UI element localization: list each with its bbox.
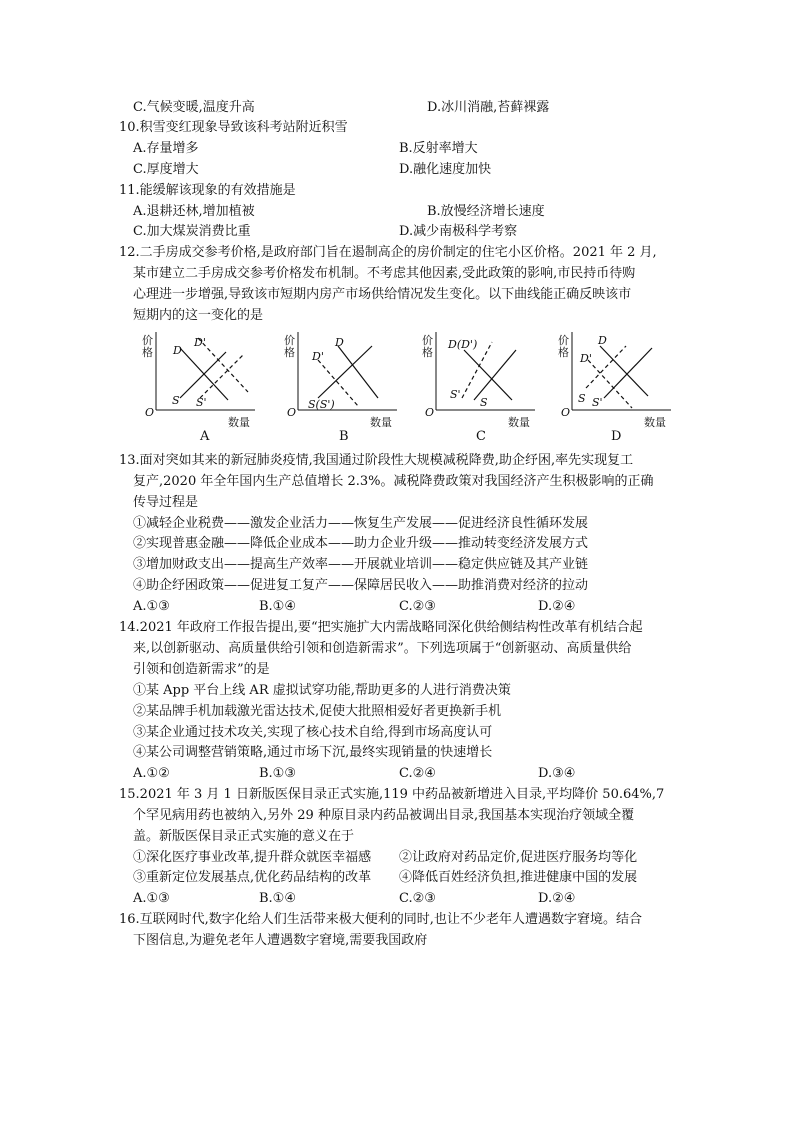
q14-line: 14.2021 年政府工作报告提出,要“把实施扩大内需战略同深化供给侧结构性改革有机结合起 xyxy=(119,620,643,635)
q13-line: 传导过程是 xyxy=(133,495,199,510)
q15-option: B.①④ xyxy=(259,891,296,906)
q15-option: D.②④ xyxy=(538,891,576,906)
q13-item: ④助企纾困政策——促进复工复产——保障居民收入——助推消费对经济的拉动 xyxy=(133,578,589,593)
q10-option-c: C.厚度增大 xyxy=(133,162,199,177)
graph-c-label: S' xyxy=(450,388,461,401)
q12-line: 心理进一步增强,导致该市短期内房产市场供给情况发生变化。以下曲线能正确反映该市 xyxy=(133,287,632,302)
graph-a-origin: O xyxy=(145,406,155,419)
q13-item: ①减轻企业税费——激发企业活力——恢复生产发展——促进经济良性循环发展 xyxy=(133,516,589,531)
graph-a-caption: A xyxy=(200,429,210,444)
graph-a-label: D' xyxy=(194,336,206,349)
graph-d-label: D xyxy=(598,334,607,347)
graph-b-label: D xyxy=(335,336,344,349)
q11-option-a: A.退耕还林,增加植被 xyxy=(133,204,255,219)
graph-c-curve-s xyxy=(474,350,516,400)
graph-d-label: S' xyxy=(592,396,603,409)
graph-c-curve-d xyxy=(464,350,512,400)
q10-option-d: D.融化速度加快 xyxy=(399,162,492,177)
graph-a-label: S' xyxy=(196,396,207,409)
q14-option: C.②④ xyxy=(399,766,436,781)
q12-line: 某市建立二手房成交参考价格发布机制。不考虑其他因素,受此政策的影响,市民持币待购 xyxy=(133,266,636,281)
graph-c-label: D(D') xyxy=(448,338,478,351)
graph-c-y-label: 价 xyxy=(422,334,433,347)
graph-b-curve-d xyxy=(338,346,378,398)
y-axis-label-char: 格 xyxy=(284,346,295,359)
q15-option: C.②③ xyxy=(399,891,436,906)
q9-option-c: C.气候变暖,温度升高 xyxy=(133,100,255,115)
graph-c xyxy=(420,330,550,430)
q10-stem: 10.积雪变红现象导致该科考站附近积雪 xyxy=(119,120,348,135)
graph-d-curve-s xyxy=(604,348,652,398)
q11-stem: 11.能缓解该现象的有效措施是 xyxy=(119,183,296,198)
graph-a-label: D xyxy=(173,344,182,357)
q9-option-d: D.冰川消融,苔藓裸露 xyxy=(427,100,550,115)
graph-b xyxy=(282,330,412,430)
y-axis-label-char: 格 xyxy=(422,346,433,359)
graph-b-x-label: 数量 xyxy=(370,416,392,429)
q14-option: D.③④ xyxy=(538,766,576,781)
y-axis-label-char: 格 xyxy=(142,346,153,359)
q12-line: 12.二手房成交参考价格,是政府部门旨在遏制高企的房价制定的住宅小区价格。2021 年 2 月, xyxy=(119,245,657,260)
q16-line: 下图信息,为避免老年人遭遇数字窘境,需要我国政府 xyxy=(133,933,428,948)
graph-d-caption: D xyxy=(611,429,622,444)
q13-option: C.②③ xyxy=(399,599,436,614)
q10-option-a: A.存量增多 xyxy=(133,141,199,156)
graph-d-origin: O xyxy=(561,406,571,419)
q15-line: 个罕见病用药也被纳入,另外 29 种原目录内药品被调出目录,我国基本实现治疗领域全覆 xyxy=(133,808,635,823)
q13-item: ②实现普惠金融——降低企业成本——助力企业升级——推动转变经济发展方式 xyxy=(133,536,589,551)
q15-line: 15.2021 年 3 月 1 日新版医保目录正式实施,119 中药品被新增进入目录,平均降价 50.64%,7 xyxy=(119,787,665,802)
graph-b-label: S(S') xyxy=(308,398,335,411)
q14-line: 来,以创新驱动、高质量供给引领和创造新需求”。下列选项属于“创新驱动、高质量供给 xyxy=(133,641,632,656)
graph-c-caption: C xyxy=(476,429,486,444)
q14-option: B.①③ xyxy=(259,766,296,781)
q16-line: 16.互联网时代,数字化给人们生活带来极大便利的同时,也让不少老年人遭遇数字窘境。结合 xyxy=(119,912,642,927)
graph-b-origin: O xyxy=(287,406,297,419)
q11-option-b: B.放慢经济增长速度 xyxy=(427,204,545,219)
y-axis-label-char: 格 xyxy=(558,346,569,359)
graph-a-label: S xyxy=(172,394,180,407)
q11-option-d: D.减少南极科学考察 xyxy=(399,224,518,239)
q13-item: ③增加财政支出——提高生产效率——开展就业培训——稳定供应链及其产业链 xyxy=(133,557,589,572)
q14-item: ③某企业通过技术攻关,实现了核心技术自给,得到市场高度认可 xyxy=(133,725,493,740)
q13-line: 复产,2020 年全年国内生产总值增长 2.3%。减税降费政策对我国经济产生积极影响的正确 xyxy=(133,474,654,489)
q15-item: ①深化医疗事业改革,提升群众就医幸福感 xyxy=(133,850,372,865)
q14-line: 引领和创造新需求”的是 xyxy=(133,662,270,677)
graph-d-x-label: 数量 xyxy=(644,416,666,429)
q13-option: B.①④ xyxy=(259,599,296,614)
q13-line: 13.面对突如其来的新冠肺炎疫情,我国通过阶段性大规模减税降费,助企纾困,率先实现复工 xyxy=(119,453,634,468)
graph-c-x-label: 数量 xyxy=(508,416,530,429)
q14-item: ①某 App 平台上线 AR 虚拟试穿功能,帮助更多的人进行消费决策 xyxy=(133,683,511,698)
graph-b-label: D' xyxy=(312,350,324,363)
q14-item: ④某公司调整营销策略,通过市场下沉,最终实现销量的快速增长 xyxy=(133,745,493,760)
graph-d xyxy=(556,330,686,430)
q15-option: A.①③ xyxy=(133,891,170,906)
graph-d-label: S xyxy=(578,392,586,405)
q14-item: ②某品牌手机加载激光雷达技术,促使大批照相爱好者更换新手机 xyxy=(133,704,502,719)
q11-option-c: C.加大煤炭消费比重 xyxy=(133,224,251,239)
q15-item: ②让政府对药品定价,促进医疗服务均等化 xyxy=(399,850,638,865)
graph-d-label: D' xyxy=(580,352,592,365)
q13-option: A.①③ xyxy=(133,599,170,614)
graph-b-y-label: 价 xyxy=(284,334,295,347)
graph-b-curve-s xyxy=(318,346,372,398)
graph-a-y-label-1: 价 xyxy=(142,334,153,347)
graph-a xyxy=(140,330,270,430)
q15-line: 盖。新版医保目录正式实施的意义在于 xyxy=(133,829,355,844)
graph-d-y-label: 价 xyxy=(558,334,569,347)
q13-option: D.②④ xyxy=(538,599,576,614)
q10-option-b: B.反射率增大 xyxy=(399,141,478,156)
q15-item: ③重新定位发展基点,优化药品结构的改革 xyxy=(133,870,372,885)
graph-d-curve-d xyxy=(600,346,648,396)
graph-c-origin: O xyxy=(425,406,435,419)
q14-option: A.①② xyxy=(133,766,170,781)
q12-line: 短期内的这一变化的是 xyxy=(133,308,264,323)
q15-item: ④降低百姓经济负担,推进健康中国的发展 xyxy=(399,870,638,885)
graph-c-label: S xyxy=(480,396,488,409)
graph-a-x-label: 数量 xyxy=(228,416,250,429)
graph-b-caption: B xyxy=(339,429,349,444)
